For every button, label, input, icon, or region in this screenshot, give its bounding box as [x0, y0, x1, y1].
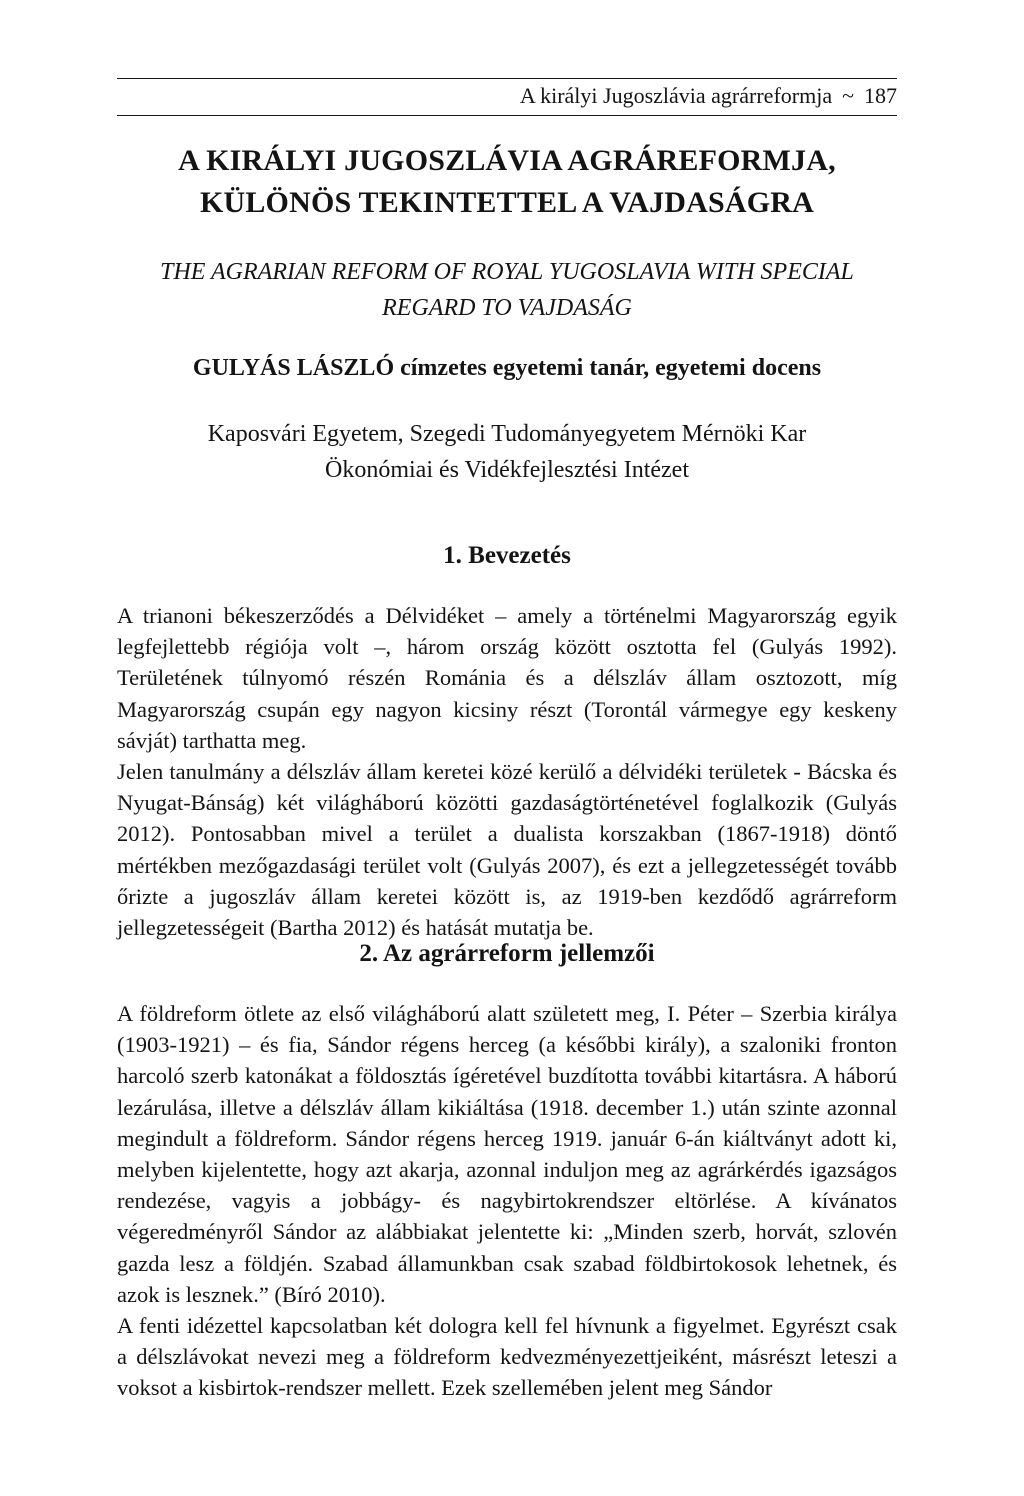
article-title-line-1: A KIRÁLYI JUGOSZLÁVIA AGRÁREFORMJA, [178, 144, 836, 177]
english-title [117, 254, 897, 326]
paragraph: Jelen tanulmány a délszláv állam keretei közé kerülő a délvidéki területek - Bácska és Nyugat-Bánság) két világháború közötti gazdaságtörténetével foglalkozik (Gulyás 2012). Pontosabban mivel a terület a dualista korszakban (1867-1918) döntő mértékben mezőgazdasági terület volt (Gulyás 2007), és ezt a jellegzetességét tovább őrizte a jugoszláv állam keretei között is, az 1919-ben kezdődő agrárreform jellegzetességeit (Bartha 2012) és hatását mutatja be. [117, 759, 897, 941]
english-title-line-2: REGARD TO VAJDASÁG [382, 295, 632, 321]
article-title [117, 140, 897, 224]
section-heading-agrarian-reform: 2. Az agrárreform jellemzői [359, 940, 655, 967]
running-header [117, 78, 897, 116]
affiliation-line-2: Ökonómiai és Vidékfejlesztési Intézet [325, 457, 689, 483]
english-title-line-1: THE AGRARIAN REFORM OF ROYAL YUGOSLAVIA WITH SPECIAL [160, 259, 854, 285]
affiliation [117, 416, 897, 488]
author-line: GULYÁS LÁSZLÓ címzetes egyetemi tanár, egyetemi docens [192, 355, 822, 381]
affiliation-line-1: Kaposvári Egyetem, Szegedi Tudományegyetem Mérnöki Kar [207, 421, 807, 447]
section-1-body [117, 600, 897, 943]
article-title-line-2: KÜLÖNÖS TEKINTETTEL A VAJDASÁGRA [199, 186, 815, 219]
section-heading-introduction: 1. Bevezetés [443, 542, 571, 569]
paragraph: A fenti idézettel kapcsolatban két dologra kell fel hívnunk a figyelmet. Egyrészt csak a délszlávokat nevezi meg a földreform kedvezményezettjeiként, másrészt leteszi a voksot a kisbirtok-rendszer mellett. Ezek szellemében jelent meg Sándor [117, 1313, 897, 1401]
section-2-body [117, 998, 897, 1404]
paragraph: A trianoni békeszerződés a Délvidéket – amely a történelmi Magyarország egyik legfejlettebb régiója volt –, három ország között osztotta fel (Gulyás 1992). Területének túlnyomó részén Románia és a délszláv állam osztozott, míg Magyarország csupán egy nagyon kicsiny részt (Torontál vármegye egy keskeny sávját) tarthatta meg. [117, 603, 897, 753]
paragraph: A földreform ötlete az első világháború alatt született meg, I. Péter – Szerbia királya (1903-1921) – és fia, Sándor régens herceg (a későbbi király), a szaloniki fronton harcoló szerb katonákat a földosztás ígéretével buzdította további kitartásra. A háború lezárulása, illetve a délszláv állam kikiáltása (1918. december 1.) után szinte azonnal megindult a földreform. Sándor régens herceg 1919. január 6-án kiáltványt adott ki, melyben kijelentette, hogy azt akarja, azonnal induljon meg az agrárkérdés igazságos rendezése, vagyis a jobbágy- és nagybirtokrendszer eltörlése. A kívánatos végeredményről Sándor az alábbiakat jelentette ki: „Minden szerb, horvát, szlovén gazda lesz a földjén. Szabad államunkban csak szabad földbirtokosok lehetnek, és azok is lesznek.” (Bíró 2010). [117, 1001, 897, 1307]
running-header-separator: ~ [842, 83, 854, 108]
page-number: 187 [864, 83, 897, 108]
running-header-title: A királyi Jugoszlávia agrárreformja [519, 83, 833, 108]
